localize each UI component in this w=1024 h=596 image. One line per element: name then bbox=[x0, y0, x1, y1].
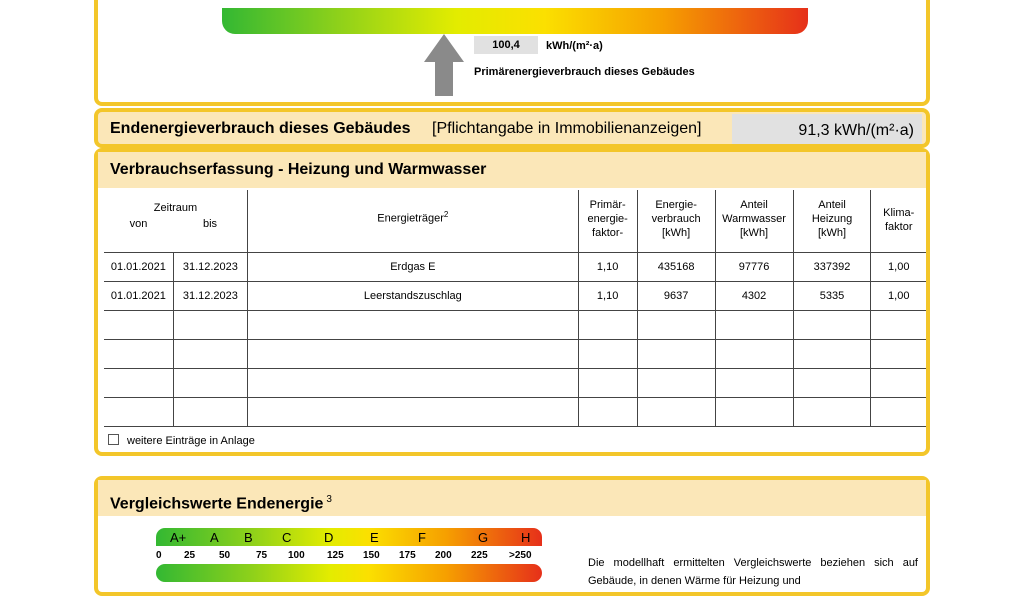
scale-tick: 50 bbox=[219, 550, 231, 561]
end-energy-title: Endenergieverbrauch dieses Gebäudes bbox=[110, 120, 411, 137]
table-header-row bbox=[104, 190, 926, 252]
consumption-title: Verbrauchserfassung - Heizung und Warmwasser bbox=[98, 152, 926, 188]
primary-energy-caption: Primärenergieverbrauch dieses Gebäudes bbox=[474, 66, 695, 78]
table-row-empty bbox=[104, 368, 926, 397]
more-entries-label: weitere Einträge in Anlage bbox=[127, 435, 255, 447]
table-row bbox=[104, 281, 926, 310]
cell-primaer: 1,10 bbox=[578, 281, 637, 310]
header-energietraeger: Energieträger$^2$ bbox=[248, 190, 579, 252]
class-label: C bbox=[282, 530, 292, 545]
cell-bis: 31.12.2023 bbox=[173, 252, 247, 281]
cell-klima: 1,00 bbox=[871, 252, 926, 281]
class-label: G bbox=[478, 530, 489, 545]
header-primaer: Primär- energie- faktor- bbox=[578, 190, 637, 252]
end-energy-panel bbox=[94, 108, 930, 148]
table-row-empty bbox=[104, 310, 926, 339]
header-verbrauch: Energie- verbrauch [kWh] bbox=[637, 190, 715, 252]
scale-tick: 25 bbox=[184, 550, 196, 561]
table-row bbox=[104, 252, 926, 281]
comparison-text: Die modellhaft ermittelten Vergleichswerte beziehen sich auf Gebäude, in denen Wärme für Heizung und bbox=[588, 557, 918, 587]
cell-verbrauch: 9637 bbox=[637, 281, 715, 310]
end-energy-note: [Pflichtangabe in Immobilienanzeigen] bbox=[432, 120, 702, 137]
scale-tick: 0 bbox=[156, 550, 162, 561]
scale-tick: 225 bbox=[471, 550, 488, 561]
cell-traeger: Erdgas E bbox=[248, 252, 579, 281]
class-label: F bbox=[418, 530, 426, 545]
more-entries bbox=[108, 434, 255, 447]
energy-scale-bar bbox=[222, 8, 808, 34]
scale-tick: 100 bbox=[288, 550, 305, 561]
cell-verbrauch: 435168 bbox=[637, 252, 715, 281]
scale-tick: 75 bbox=[256, 550, 268, 561]
scale-tick: >250 bbox=[509, 550, 532, 561]
comparison-scale-bar bbox=[156, 564, 542, 582]
cell-von: 01.01.2021 bbox=[104, 252, 173, 281]
cell-bis: 31.12.2023 bbox=[173, 281, 247, 310]
scale-tick: 125 bbox=[327, 550, 344, 561]
cell-traeger: Leerstandszuschlag bbox=[248, 281, 579, 310]
header-heizung: Anteil Heizung [kWh] bbox=[793, 190, 871, 252]
table-row-empty bbox=[104, 397, 926, 426]
scale-tick: 175 bbox=[399, 550, 416, 561]
scale-tick: 200 bbox=[435, 550, 452, 561]
class-label: A+ bbox=[170, 530, 187, 545]
cell-warmwasser: 4302 bbox=[715, 281, 793, 310]
cell-heizung: 337392 bbox=[793, 252, 871, 281]
cell-klima: 1,00 bbox=[871, 281, 926, 310]
class-label: D bbox=[324, 530, 334, 545]
comparison-panel bbox=[94, 476, 930, 596]
consumption-panel bbox=[94, 148, 930, 456]
consumption-table bbox=[104, 190, 926, 427]
up-arrow-icon bbox=[424, 34, 464, 96]
cell-von: 01.01.2021 bbox=[104, 281, 173, 310]
cell-heizung: 5335 bbox=[793, 281, 871, 310]
primary-energy-value: 100,4 bbox=[474, 36, 538, 54]
cell-warmwasser: 97776 bbox=[715, 252, 793, 281]
primary-energy-panel bbox=[94, 0, 930, 106]
header-warmwasser: Anteil Warmwasser [kWh] bbox=[715, 190, 793, 252]
class-label: H bbox=[521, 530, 531, 545]
class-label: E bbox=[370, 530, 379, 545]
end-energy-value: 91,3 kWh/(m²·a) bbox=[732, 114, 922, 144]
header-klima: Klima- faktor bbox=[871, 190, 926, 252]
primary-energy-unit: kWh/(m²·a) bbox=[546, 40, 603, 52]
class-label: B bbox=[244, 530, 253, 545]
cell-primaer: 1,10 bbox=[578, 252, 637, 281]
header-zeitraum: Zeitraum bbox=[153, 202, 198, 214]
more-entries-checkbox[interactable] bbox=[108, 434, 119, 445]
table-row-empty bbox=[104, 339, 926, 368]
comparison-title: Vergleichswerte Endenergie $^3$ bbox=[98, 480, 926, 516]
scale-tick: 150 bbox=[363, 550, 380, 561]
class-label: A bbox=[210, 530, 219, 545]
header-bis: bis bbox=[202, 218, 218, 230]
header-von: von bbox=[129, 218, 148, 230]
